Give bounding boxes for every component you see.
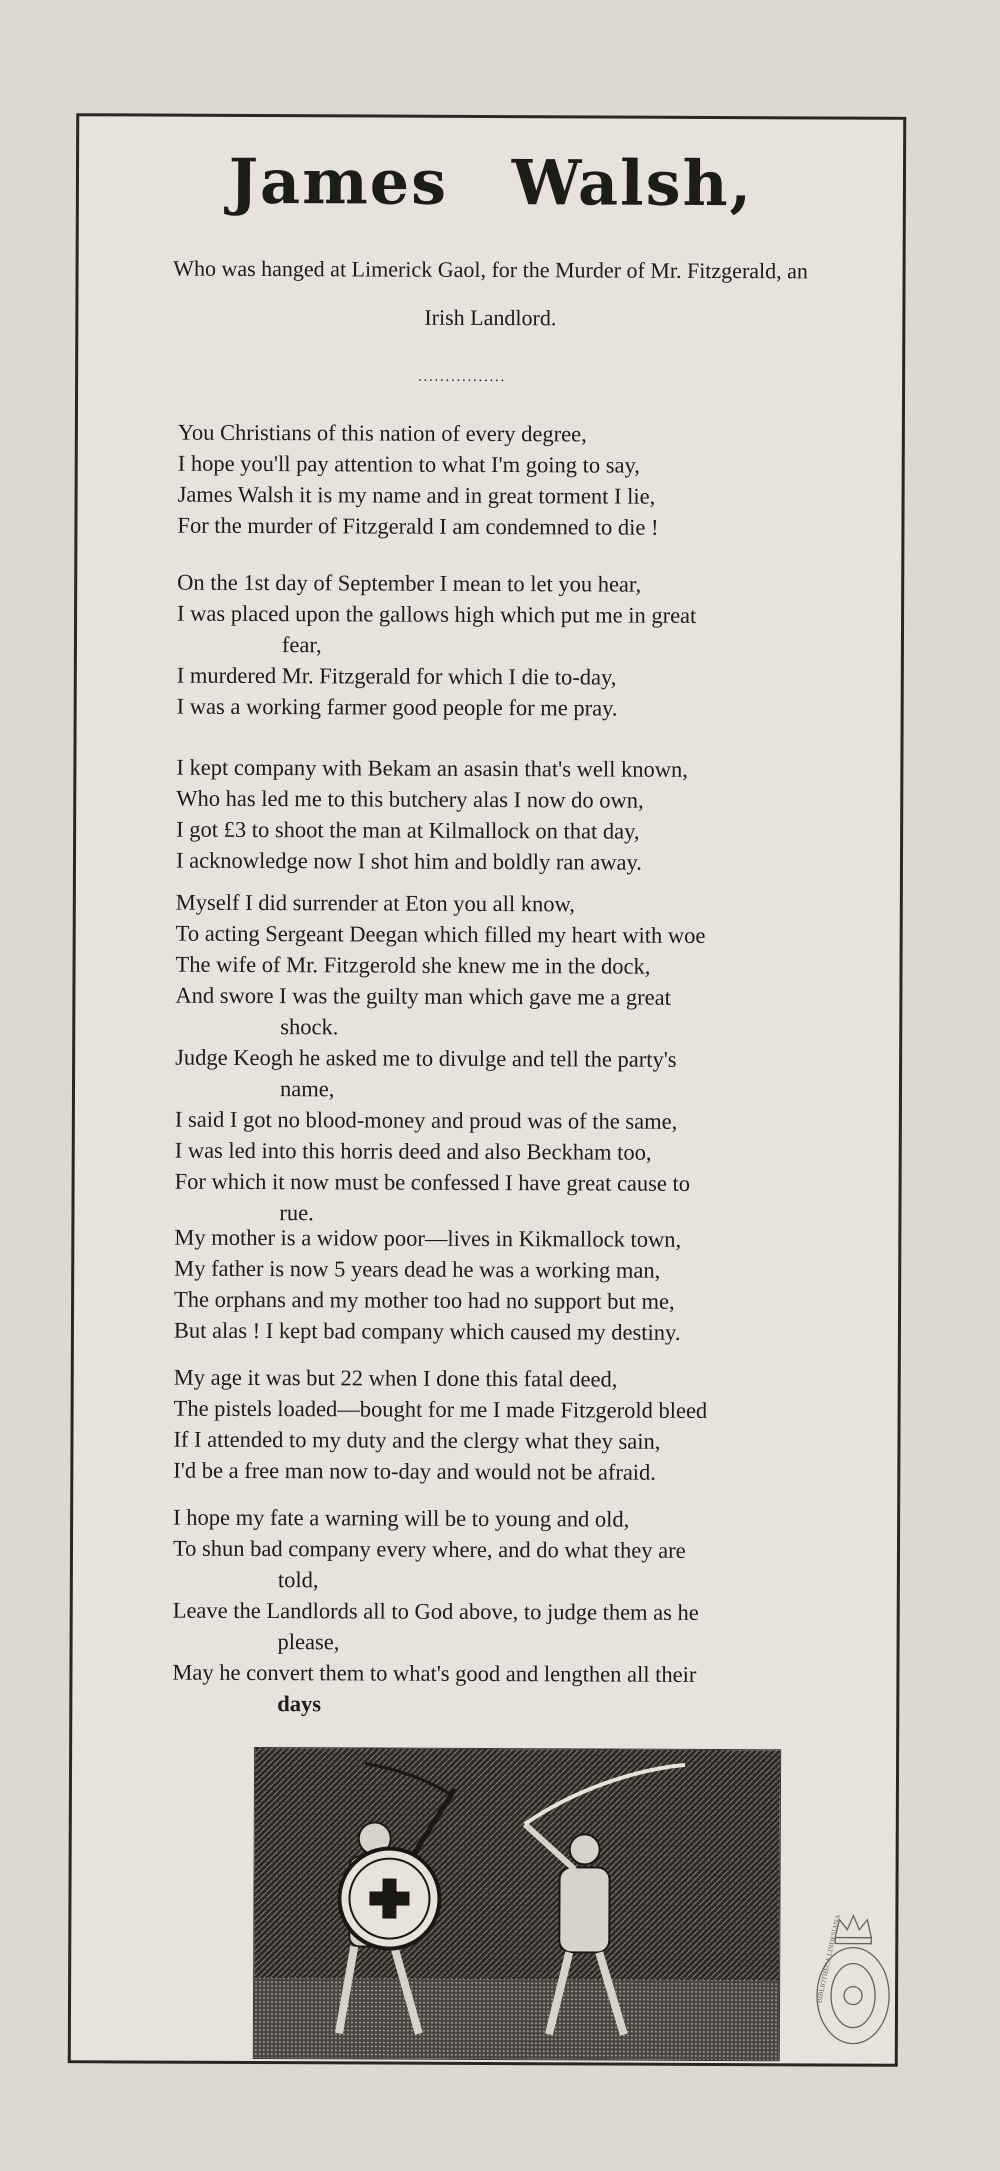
verse-line: name, — [279, 1076, 335, 1102]
verse-line: days — [277, 1691, 322, 1717]
verse-line: To acting Sergeant Deegan which filled my heart with woe — [175, 920, 706, 948]
verse-line: If I attended to my duty and the clergy what they sain, — [173, 1426, 661, 1454]
verse-line: The pistels loaded—bought for me I made Fitzgerold bleed — [173, 1395, 708, 1423]
verse-line: I was a working farmer good people for me pray. — [176, 693, 618, 721]
verse-line: shock. — [280, 1014, 339, 1040]
verse-line: My father is now 5 years dead he was a working man, — [174, 1255, 661, 1283]
stanza-3 — [176, 752, 857, 879]
verse-line: I said I got no blood-money and proud was of the same, — [174, 1106, 678, 1134]
verse-line: rue. — [279, 1200, 314, 1226]
verse-line: For the murder of Fitzgerald I am condemned to die ! — [177, 512, 659, 540]
library-stamp — [809, 1907, 898, 2047]
woodcut-illustration — [253, 1747, 781, 2061]
stanza-5 — [174, 1042, 855, 1231]
verse-line: Leave the Landlords all to God above, to judge them as he — [172, 1597, 699, 1625]
verse-line: And swore I was the guilty man which gave me a great — [175, 982, 671, 1010]
verse-line: Who has led me to this butchery alas I now do own, — [176, 785, 644, 813]
stanza-2 — [177, 567, 858, 725]
verse-line: I acknowledge now I shot him and boldly ran away. — [175, 847, 642, 875]
verse-line: I got £3 to shoot the man at Kilmallock on that day, — [176, 816, 640, 844]
verse-line: I murdered Mr. Fitzgerald for which I die to-day, — [176, 662, 617, 690]
woodcut-ground — [254, 1978, 779, 2060]
verse-line: On the 1st day of September I mean to let you hear, — [177, 569, 642, 597]
verse-line: I was placed upon the gallows high which put me in great — [177, 600, 697, 628]
verse-line: James Walsh it is my name and in great torment I lie, — [177, 481, 656, 509]
verse-line: My mother is a widow poor—lives in Kikmallock town, — [174, 1224, 682, 1252]
stanza-6 — [174, 1222, 855, 1349]
verse-line: For which it now must be confessed I have great cause to — [174, 1168, 691, 1196]
verse-line: Judge Keogh he asked me to divulge and tell the party's — [175, 1044, 677, 1072]
shield-icon — [339, 1848, 439, 1948]
verse-line: You Christians of this nation of every degree, — [177, 419, 587, 447]
stanza-4 — [175, 887, 856, 1045]
verse-line: My age it was but 22 when I done this fatal deed, — [173, 1364, 618, 1392]
verse-line: please, — [277, 1629, 340, 1655]
stanza-8 — [172, 1502, 853, 1722]
verse-line: fear, — [281, 632, 322, 658]
verse-line: I hope my fate a warning will be to young and old, — [173, 1504, 630, 1532]
verse-line: To shun bad company every where, and do what they are — [172, 1535, 686, 1563]
verse-line: The orphans and my mother too had no support but me, — [174, 1286, 675, 1314]
separator-dots: ................ — [418, 369, 507, 386]
verse-line: But alas ! I kept bad company which caused my destiny. — [173, 1317, 681, 1345]
broadside-sheet — [68, 113, 907, 2067]
verse-line: I hope you'll pay attention to what I'm going to say, — [177, 450, 640, 478]
stanza-7 — [173, 1362, 854, 1489]
verse-line: The wife of Mr. Fitzgerold she knew me in the dock, — [175, 951, 651, 979]
ballad-title: James Walsh, — [228, 144, 754, 221]
verse-line: Myself I did surrender at Eton you all know, — [175, 889, 575, 917]
verse-line: told, — [277, 1567, 319, 1593]
verse-line: I was led into this horris deed and also Beckham too, — [174, 1137, 652, 1165]
verse-line: May he convert them to what's good and lengthen all their — [172, 1659, 697, 1687]
stanza-1 — [177, 417, 858, 544]
ballad-subtitle: Who was hanged at Limerick Gaol, for the Murder of Mr. Fitzgerald, an Irish Landlord. — [173, 255, 809, 331]
verse-line: I kept company with Bekam an asasin that's well known, — [176, 754, 688, 782]
stamp-text: BIBLIOTHECA LINDESIANA — [815, 1913, 843, 2004]
verse-line: I'd be a free man now to-day and would not be afraid. — [173, 1457, 657, 1485]
